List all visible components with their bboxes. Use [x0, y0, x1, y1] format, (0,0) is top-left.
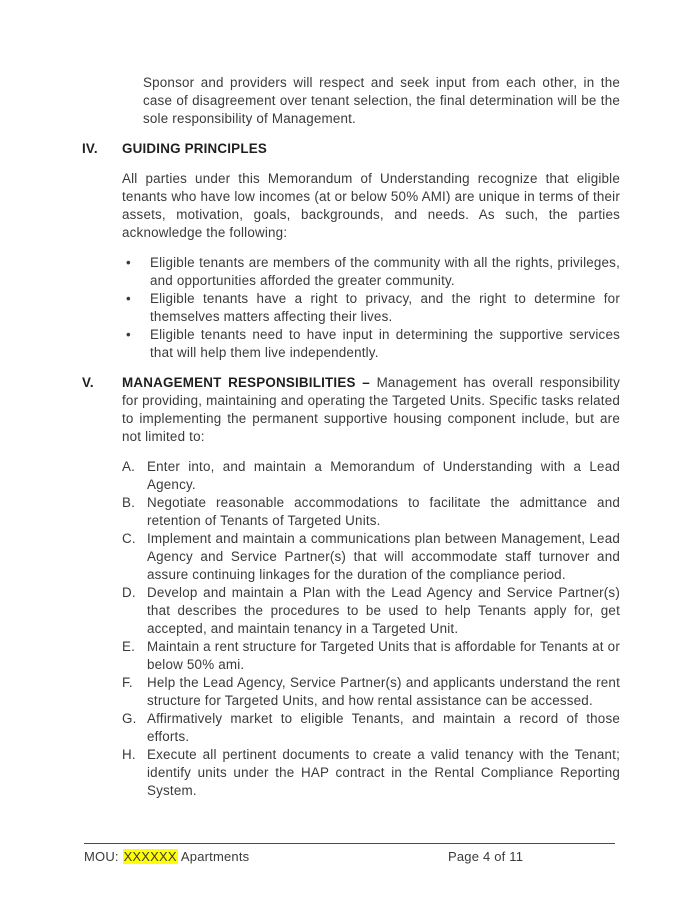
section-v-number: V. — [82, 375, 94, 390]
list-item — [122, 674, 620, 710]
list-item-letter: G. — [122, 711, 137, 726]
list-item-letter: C. — [122, 531, 136, 546]
guiding-principles-bullet-list — [122, 254, 620, 362]
bullet-icon: • — [126, 255, 131, 270]
footer-divider — [84, 843, 615, 844]
list-item-text: Affirmatively market to eligible Tenants, and maintain a record of those efforts. — [147, 711, 620, 744]
bullet-item — [122, 254, 620, 290]
bullet-item — [122, 326, 620, 362]
footer-doc-suffix: Apartments — [177, 849, 250, 864]
bullet-item-text: Eligible tenants have a right to privacy, and the right to determine for themselves matters affecting their lives. — [150, 291, 620, 324]
continuation-paragraph: Sponsor and providers will respect and seek input from each other, in the case of disagreement over tenant selection, the final determination will be the sole responsibility of Management. — [143, 75, 620, 126]
page-footer — [84, 848, 615, 865]
section-v-heading: MANAGEMENT RESPONSIBILITIES – — [122, 375, 377, 390]
page-content — [82, 74, 620, 800]
list-item-text: Execute all pertinent documents to create a valid tenancy with the Tenant; identify units under the HAP contract in the Rental Compliance Reporting System. — [147, 747, 620, 798]
list-item — [122, 530, 620, 584]
section-iv-number: IV. — [82, 141, 98, 156]
list-item-letter: D. — [122, 585, 136, 600]
section-iv-heading-row — [82, 140, 620, 158]
list-item-letter: A. — [122, 459, 136, 474]
list-item-text: Enter into, and maintain a Memorandum of Understanding with a Lead Agency. — [147, 459, 620, 492]
footer-doc-label: MOU: — [84, 849, 123, 864]
list-item-text: Help the Lead Agency, Service Partner(s) and applicants understand the rent structure for Targeted Units, and how rental assistance can be accessed. — [147, 675, 620, 708]
bullet-item-text: Eligible tenants need to have input in determining the supportive services that will help them live independently. — [150, 327, 620, 360]
list-item-text: Negotiate reasonable accommodations to facilitate the admittance and retention of Tenants of Targeted Units. — [147, 495, 620, 528]
page-number: Page 4 of 11 — [448, 849, 524, 864]
list-item — [122, 584, 620, 638]
footer-doc-title — [84, 849, 249, 864]
bullet-icon: • — [126, 291, 131, 306]
list-item — [122, 494, 620, 530]
list-item-letter: B. — [122, 495, 136, 510]
list-item-letter: H. — [122, 747, 136, 762]
section-v-intro-text: Management has overall responsibility for providing, maintaining and operating the Targeted Units. Specific tasks related to implementing the permanent supportive housing component include, but are not limited to: — [122, 375, 620, 444]
bullet-icon: • — [126, 327, 131, 342]
list-item-text: Maintain a rent structure for Targeted Units that is affordable for Tenants at or below 50% ami. — [147, 639, 620, 672]
list-item-text: Develop and maintain a Plan with the Lead Agency and Service Partner(s) that describes the procedures to be used to help Tenants apply for, get accepted, and maintain tenancy in a Targeted Unit. — [147, 585, 620, 636]
list-item — [122, 458, 620, 494]
management-responsibilities-list — [122, 458, 620, 800]
bullet-item-text: Eligible tenants are members of the community with all the rights, privileges, and opportunities afforded the greater community. — [150, 255, 620, 288]
section-v-paragraph — [82, 374, 620, 446]
list-item-letter: F. — [122, 675, 133, 690]
list-item — [122, 638, 620, 674]
section-iv-intro-paragraph: All parties under this Memorandum of Understanding recognize that eligible tenants who have low incomes (at or below 50% AMI) are unique in terms of their assets, motivation, goals, backgrounds, and needs. As such, the parties acknowledge the following: — [122, 171, 620, 240]
list-item — [122, 710, 620, 746]
list-item-letter: E. — [122, 639, 136, 654]
section-iv-heading: GUIDING PRINCIPLES — [122, 141, 267, 156]
bullet-item — [122, 290, 620, 326]
highlighted-doc-id: XXXXXX — [123, 849, 177, 864]
list-item — [122, 746, 620, 800]
list-item-text: Implement and maintain a communications plan between Management, Lead Agency and Service Partner(s) that will accommodate staff turnover and assure continuing linkages for the duration of the compliance period. — [147, 531, 620, 582]
